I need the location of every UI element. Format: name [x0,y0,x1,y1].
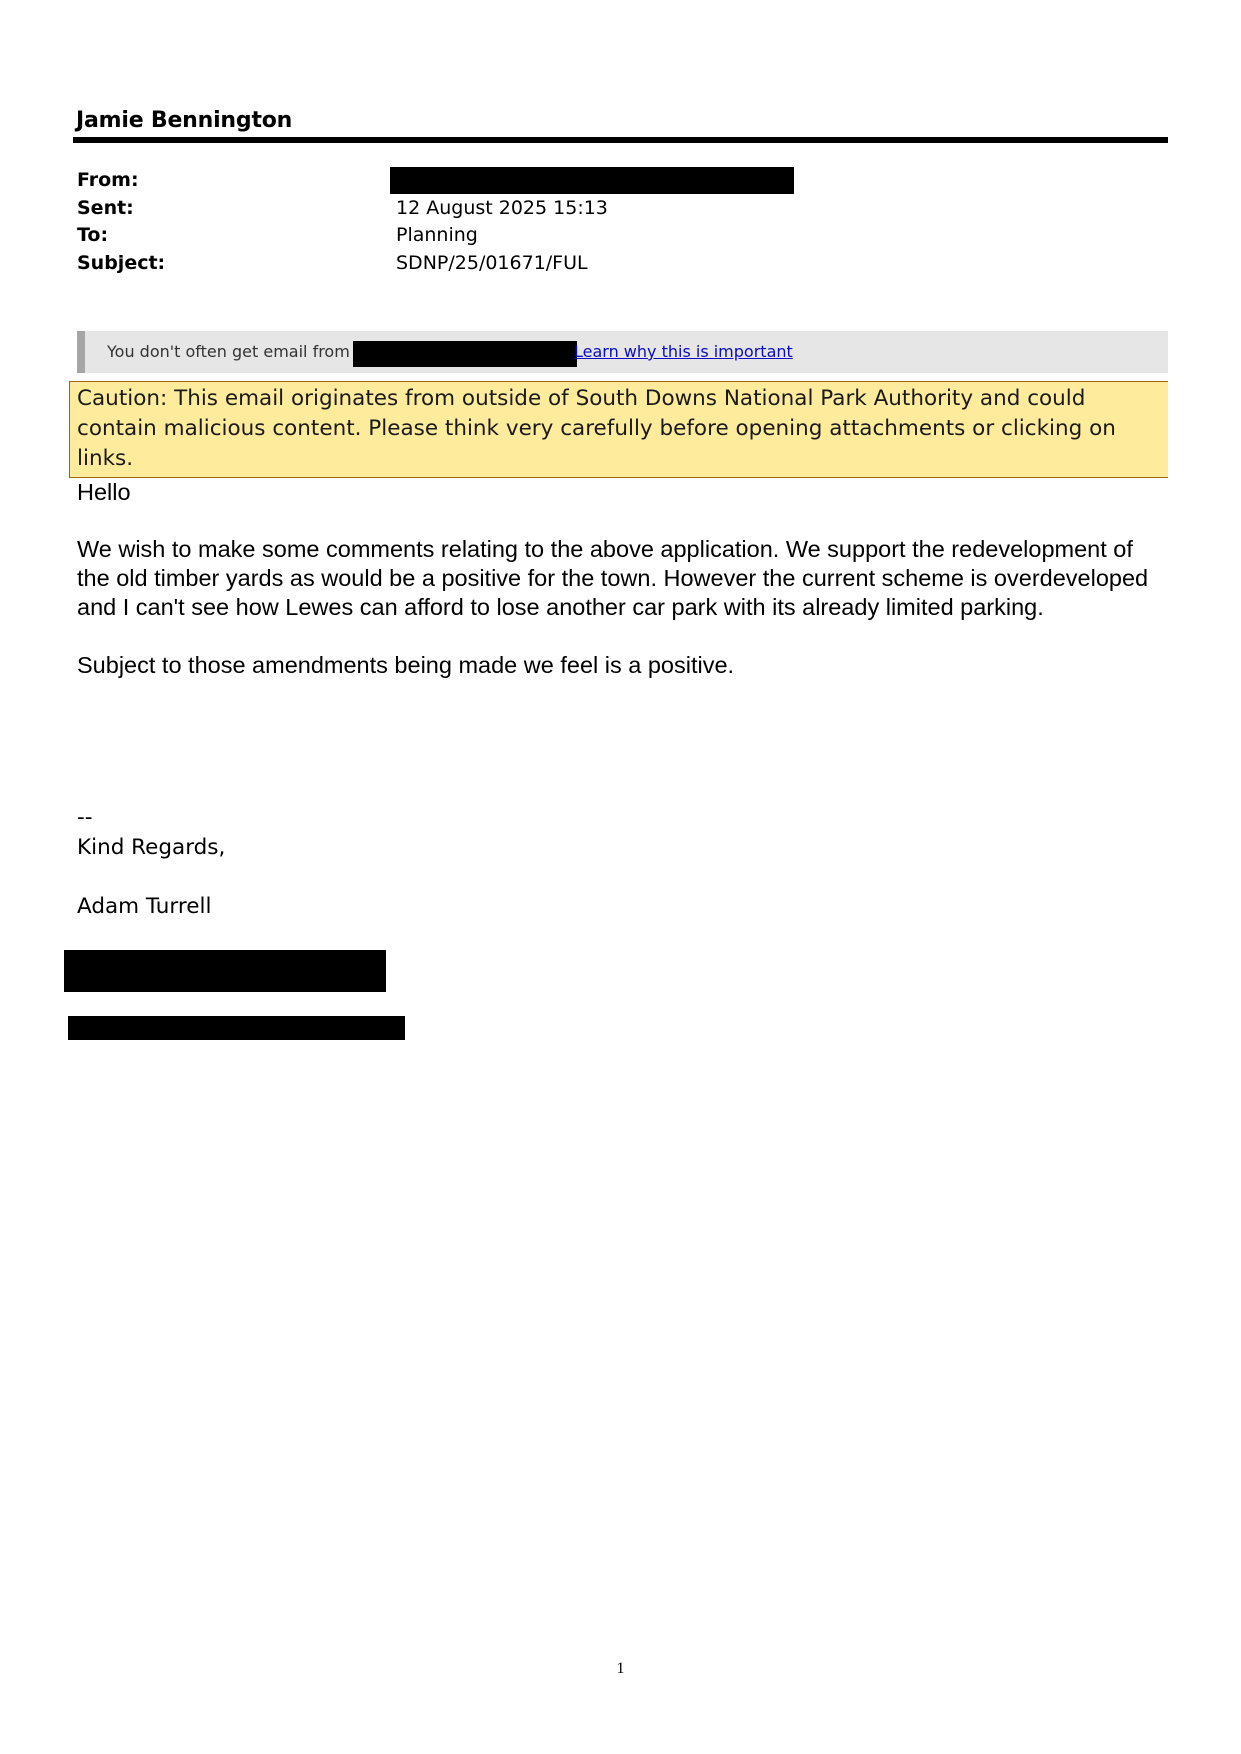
greeting: Hello [77,479,131,505]
sent-value: 12 August 2025 15:13 [396,196,608,219]
caution-banner: Caution: This email originates from outside of South Downs National Park Authority and could contain malicious content. Please think very carefully before opening attachments or clicking on links. [69,381,1168,478]
external-sender-notice [77,331,1168,373]
sender-name-heading: Jamie Bennington [76,108,293,133]
from-label: From: [77,169,139,191]
signature-name: Adam Turrell [77,894,212,919]
notice-text: You don't often get email from [107,342,350,361]
signature-separator: -- [77,805,93,830]
redacted-signature-line-2 [68,1016,405,1040]
body-paragraph-2: Subject to those amendments being made we feel is a positive. [77,652,735,678]
sent-label: Sent: [77,196,134,219]
redacted-from-address [390,167,794,194]
redacted-signature-line-1 [64,950,386,992]
to-value: Planning [396,224,478,246]
learn-why-link[interactable]: Learn why this is important [574,342,793,361]
to-label: To: [77,224,109,246]
email-body [77,478,1167,680]
signoff-block [77,803,225,863]
closing-text: Kind Regards, [77,835,226,860]
heading-rule [73,137,1168,143]
page-number: 1 [616,1660,625,1677]
subject-label: Subject: [77,251,166,274]
subject-value: SDNP/25/01671/FUL [396,251,588,274]
body-paragraph-1: We wish to make some comments relating to the above application. We support the redevelopment of the old timber yards as would be a positive for the town. However the current scheme is overdeveloped and I can't see how Lewes can afford to lose another car park with its already limited parking. [77,536,1149,620]
redacted-notice-address [353,341,577,367]
